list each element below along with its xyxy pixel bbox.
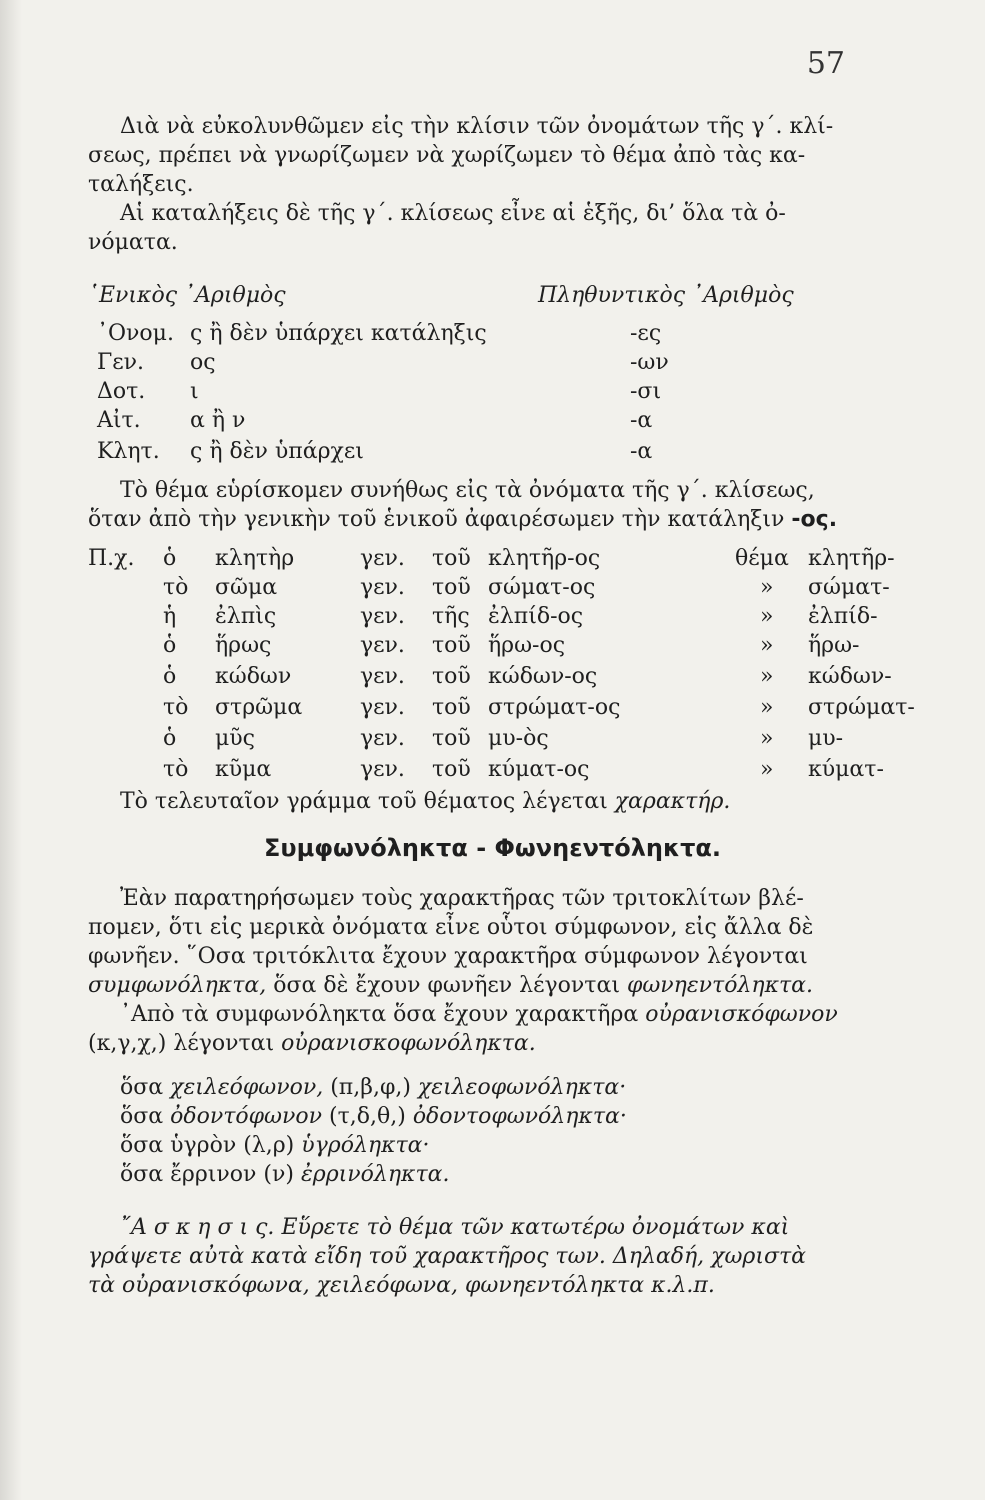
case-label: Δοτ. — [97, 379, 146, 404]
term-ouraniskofonolikta: οὐρανισκοφωνόληκτα. — [281, 1031, 536, 1056]
theme: μυ- — [808, 726, 844, 751]
gen-article: τοῦ — [432, 757, 471, 782]
genitive: σώματ-ος — [488, 575, 596, 600]
theme: κλητῆρ- — [808, 546, 895, 571]
gen-article: τοῦ — [432, 546, 471, 571]
plural-ending: -α — [630, 408, 653, 433]
article: τὸ — [163, 695, 189, 720]
singular-ending: ι — [190, 379, 199, 404]
gen-label: γεν. — [360, 726, 405, 751]
singular-header: ῾Ενικὸς ᾿Αριθμὸς — [88, 283, 286, 308]
gen-label: γεν. — [360, 604, 405, 629]
noun: κώδων — [215, 664, 292, 689]
gen-article: τοῦ — [432, 633, 471, 658]
class-prefix: ὅσα — [120, 1133, 164, 1158]
class-line — [120, 1073, 880, 1102]
class-letters: (ν) — [263, 1162, 294, 1187]
exercise-line: τὰ οὐρανισκόφωνα, χειλεόφωνα, φωνηεντόληκτα κ.λ.π. — [88, 1273, 715, 1298]
genitive: κώδων-ος — [488, 664, 598, 689]
gen-article: τοῦ — [432, 664, 471, 689]
closing-line — [120, 789, 730, 818]
gen-article: τῆς — [432, 604, 470, 629]
body-text: λέγονται — [173, 1031, 275, 1056]
case-label: ᾿Ονομ. — [97, 321, 174, 346]
body-line: πομεν, ὅτι εἰς μερικὰ ὀνόματα εἶνε οὗτοι σύμφωνον, εἰς ἄλλα δὲ — [88, 915, 814, 940]
body-line: Ἐὰν παρατηρήσωμεν τοὺς χαρακτῆρας τῶν τριτοκλίτων βλέ- — [120, 886, 804, 911]
closing-text: Τὸ τελευταῖον γράμμα τοῦ θέματος λέγεται — [120, 789, 608, 814]
class-name: ὀδοντόφωνον — [170, 1104, 322, 1129]
theme: στρώματ- — [808, 695, 915, 720]
gen-label: γεν. — [360, 546, 405, 571]
theme-rule-line: Τὸ θέμα εὑρίσκομεν συνήθως εἰς τὰ ὀνόματα τῆς γ΄. κλίσεως, — [120, 478, 815, 503]
plural-ending: -α — [630, 439, 653, 464]
article: ὁ — [163, 546, 177, 571]
intro-line: νόματα. — [88, 230, 178, 255]
classes-list — [120, 1073, 880, 1189]
theme: κώδων- — [808, 664, 892, 689]
theme-rule-line — [88, 505, 888, 534]
noun: ἐλπὶς — [215, 604, 277, 629]
ditto-mark: » — [760, 604, 774, 629]
case-label: Κλητ. — [97, 439, 160, 464]
class-line — [120, 1102, 880, 1131]
class-letters: (τ,δ,θ,) — [329, 1104, 406, 1129]
exercise-block — [88, 1213, 908, 1300]
class-name: χειλεόφωνον, — [170, 1075, 324, 1100]
article: ὁ — [163, 633, 177, 658]
genitive: στρώματ-ος — [488, 695, 621, 720]
theme: σώματ- — [808, 575, 890, 600]
theme: ἐλπίδ- — [808, 604, 878, 629]
theme-column-label: θέμα — [735, 546, 789, 571]
exercise-text: Εὕρετε τὸ θέμα τῶν κατωτέρω ὀνομάτων καὶ — [281, 1215, 790, 1240]
genitive: κύματ-ος — [488, 757, 590, 782]
body-line — [88, 1029, 888, 1058]
theme-rule-text: ὅταν ἀπὸ τὴν γενικὴν τοῦ ἑνικοῦ ἀφαιρέσωμεν τὴν κατάληξιν — [88, 507, 785, 532]
noun: σῶμα — [215, 575, 278, 600]
examples-prefix: Π.χ. — [88, 546, 135, 571]
genitive: ἐλπίδ-ος — [488, 604, 584, 629]
singular-ending: ς ἢ δὲν ὑπάρχει — [190, 439, 364, 464]
theme: κύματ- — [808, 757, 884, 782]
class-term: ὀδοντοφωνόληκτα· — [412, 1104, 627, 1129]
body-line: φωνῆεν. ῞Οσα τριτόκλιτα ἔχουν χαρακτῆρα σύμφωνον λέγονται — [88, 944, 808, 969]
exercise-line — [88, 1213, 908, 1242]
noun: στρῶμα — [215, 695, 303, 720]
exercise-line: γράψετε αὐτὰ κατὰ εἴδη τοῦ χαρακτῆρος των. Δηλαδή, χωριστὰ — [88, 1244, 807, 1269]
plural-ending: -ων — [630, 350, 669, 375]
article: τὸ — [163, 575, 189, 600]
case-label: Αἰτ. — [97, 408, 141, 433]
ditto-mark: » — [760, 633, 774, 658]
ditto-mark: » — [760, 664, 774, 689]
singular-ending: ος — [190, 350, 216, 375]
plural-ending: -ες — [630, 321, 662, 346]
singular-ending: ς ἢ δὲν ὑπάρχει κατάληξις — [190, 321, 487, 346]
theme-rule-paragraph — [88, 476, 888, 534]
ditto-mark: » — [760, 695, 774, 720]
intro-line: σεως, πρέπει νὰ γνωρίζωμεν νὰ χωρίζωμεν τὸ θέμα ἀπὸ τὰς κα- — [88, 143, 806, 168]
intro-line: Αἱ καταλήξεις δὲ τῆς γ΄. κλίσεως εἶνε αἱ ἑξῆς, δι’ ὅλα τὰ ὀ- — [120, 201, 786, 226]
noun: κλητὴρ — [215, 546, 295, 571]
body-text: ὅσα δὲ ἔχουν φωνῆεν λέγονται — [273, 973, 620, 998]
class-prefix: ὅσα — [120, 1104, 164, 1129]
letters: (κ,γ,χ,) — [88, 1031, 167, 1056]
noun: κῦμα — [215, 757, 272, 782]
intro-line: ταλήξεις. — [88, 172, 194, 197]
gen-label: γεν. — [360, 757, 405, 782]
ditto-mark: » — [760, 757, 774, 782]
closing-term: χαρακτήρ. — [614, 789, 731, 814]
gen-label: γεν. — [360, 695, 405, 720]
class-term: ὑγρόληκτα· — [301, 1133, 430, 1158]
plural-ending: -σι — [630, 379, 662, 404]
class-name: ἔρρινον — [170, 1162, 257, 1187]
genitive: ἥρω-ος — [488, 633, 566, 658]
class-term: ἐρρινόληκτα. — [300, 1162, 450, 1187]
article: ὁ — [163, 726, 177, 751]
class-term: χειλεοφωνόληκτα· — [417, 1075, 627, 1100]
page-binding-edge — [0, 0, 22, 1500]
class-name: ὑγρὸν — [170, 1133, 237, 1158]
term-phonientolikta: φωνηεντόληκτα. — [626, 973, 814, 998]
class-prefix: ὅσα — [120, 1162, 164, 1187]
gen-label: γεν. — [360, 575, 405, 600]
gen-article: τοῦ — [432, 575, 471, 600]
class-prefix: ὅσα — [120, 1075, 164, 1100]
class-line — [120, 1131, 880, 1160]
body-text: ᾿Απὸ τὰ συμφωνόληκτα ὅσα ἔχουν χαρακτῆρα — [120, 1002, 639, 1027]
article: ἡ — [163, 604, 177, 629]
ditto-mark: » — [760, 726, 774, 751]
intro-paragraph — [88, 112, 888, 257]
ditto-mark: » — [760, 575, 774, 600]
body-line — [88, 971, 888, 1000]
theme: ἥρω- — [808, 633, 860, 658]
exercise-label: ῎Α σ κ η σ ι ς. — [120, 1215, 275, 1240]
gen-article: τοῦ — [432, 726, 471, 751]
article: ὁ — [163, 664, 177, 689]
article: τὸ — [163, 757, 189, 782]
section-body — [88, 884, 888, 1058]
ending-os: -ος. — [791, 507, 838, 532]
gen-label: γεν. — [360, 664, 405, 689]
term-ouraniskofonon: οὐρανισκόφωνον — [645, 1002, 838, 1027]
class-letters: (π,β,φ,) — [330, 1075, 411, 1100]
class-letters: (λ,ρ) — [243, 1133, 295, 1158]
body-line — [88, 1000, 888, 1029]
class-line — [120, 1160, 880, 1189]
genitive: κλητῆρ-ος — [488, 546, 601, 571]
genitive: μυ-ὸς — [488, 726, 549, 751]
gen-article: τοῦ — [432, 695, 471, 720]
singular-ending: α ἢ ν — [190, 408, 246, 433]
noun: μῦς — [215, 726, 255, 751]
page-number: 57 — [806, 46, 845, 81]
plural-header: Πληθυντικὸς ᾿Αριθμὸς — [538, 283, 794, 308]
section-title: Συμφωνόληκτα - Φωνηεντόληκτα. — [264, 834, 721, 862]
intro-line: Διὰ νὰ εὐκολυνθῶμεν εἰς τὴν κλίσιν τῶν ὀνομάτων τῆς γ΄. κλί- — [120, 114, 834, 139]
noun: ἥρως — [215, 633, 272, 658]
term-symphonolikta: συμφωνόληκτα, — [88, 973, 267, 998]
gen-label: γεν. — [360, 633, 405, 658]
case-label: Γεν. — [97, 350, 145, 375]
